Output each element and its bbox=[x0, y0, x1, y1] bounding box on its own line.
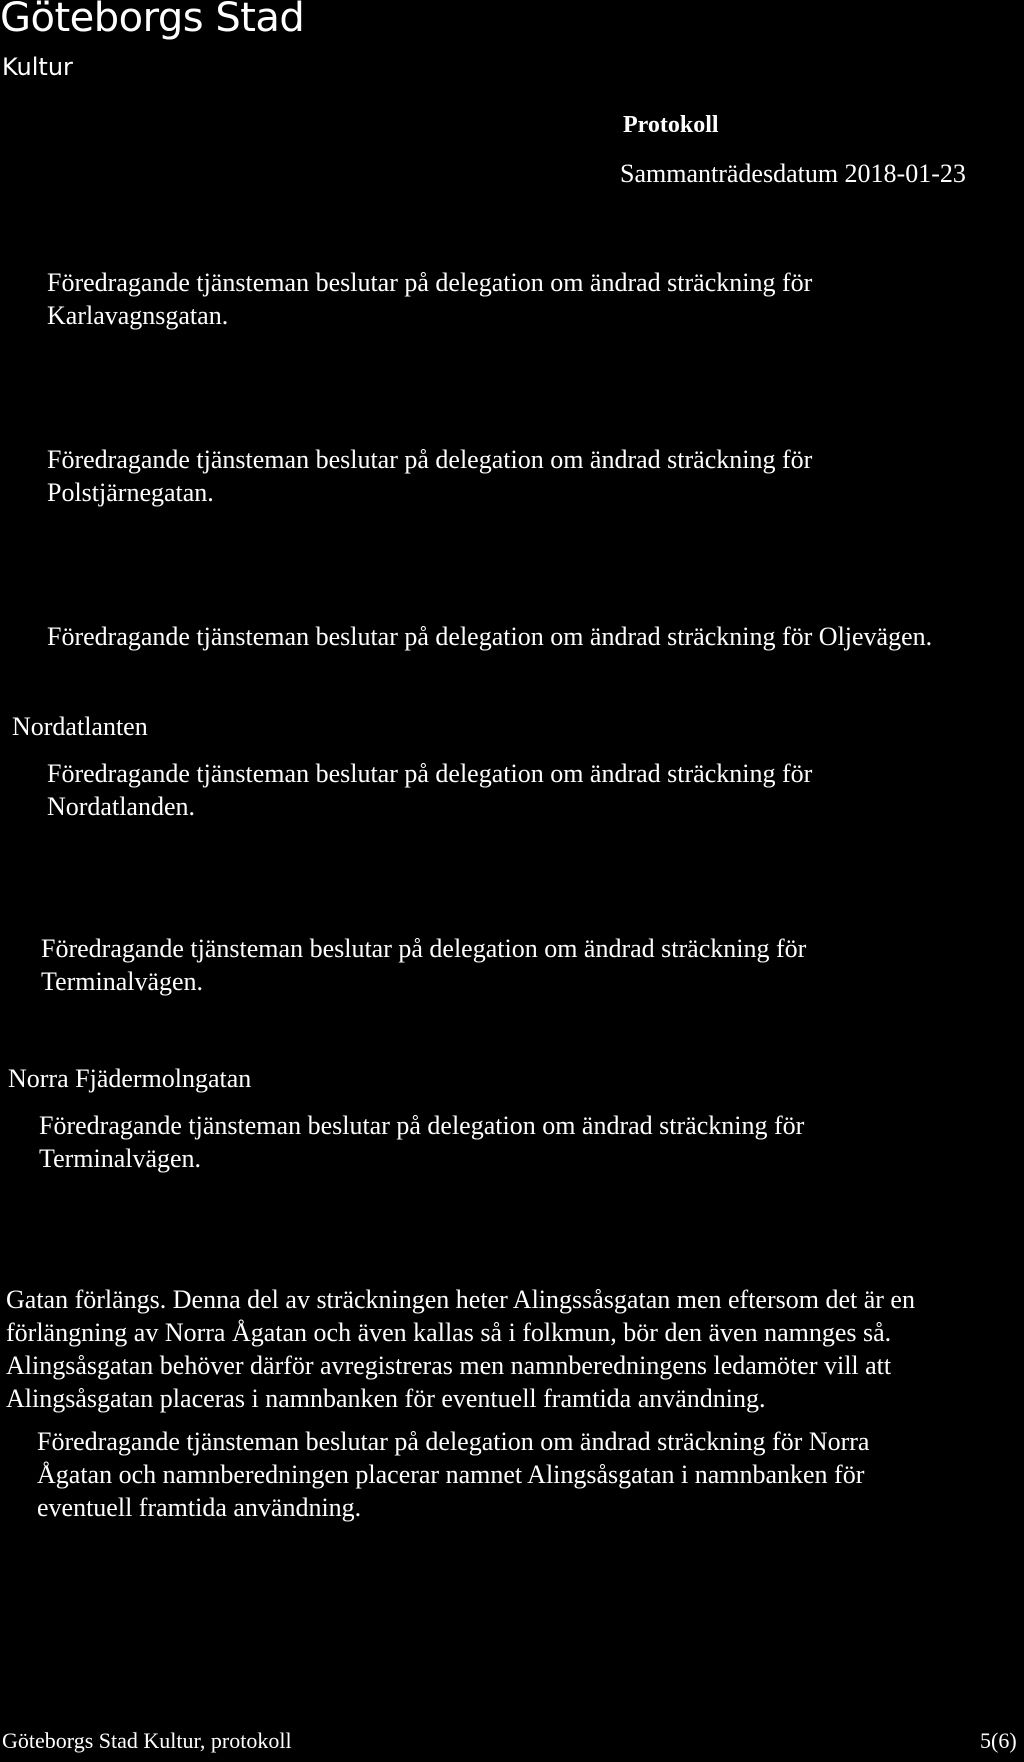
note-line: förlängning av Norra Ågatan och även kallas så i folkmun, bör den även namnges så. bbox=[6, 1318, 892, 1347]
department-name: Kultur bbox=[2, 53, 73, 81]
decision-line: Terminalvägen. bbox=[41, 967, 204, 996]
decision-line: Nordatlanden. bbox=[47, 792, 196, 821]
meeting-date: Sammanträdesdatum 2018-01-23 bbox=[620, 159, 966, 188]
decision-line: eventuell framtida användning. bbox=[37, 1493, 362, 1522]
decision-line: Föredragande tjänsteman beslutar på delegation om ändrad sträckning för bbox=[47, 445, 813, 474]
decision-paragraph bbox=[41, 932, 806, 998]
section-heading: Norra Fjädermolngatan bbox=[8, 1064, 252, 1093]
section-heading: Nordatlanten bbox=[12, 712, 148, 741]
decision-line: Ågatan och namnberedningen placerar namnet Alingsåsgatan i namnbanken för bbox=[37, 1460, 865, 1489]
decision-paragraph bbox=[39, 1109, 804, 1175]
note-line: Gatan förlängs. Denna del av sträckningen heter Alingssåsgatan men eftersom det är en bbox=[6, 1285, 915, 1314]
decision-line: Föredragande tjänsteman beslutar på delegation om ändrad sträckning för Norra bbox=[37, 1427, 870, 1456]
decision-line: Föredragande tjänsteman beslutar på delegation om ändrad sträckning för bbox=[47, 268, 813, 297]
decision-paragraph bbox=[47, 266, 812, 332]
organization-name: Göteborgs Stad bbox=[0, 0, 305, 41]
footer-title: Göteborgs Stad Kultur, protokoll bbox=[2, 1728, 292, 1753]
note-line: Alingsåsgatan placeras i namnbanken för eventuell framtida användning. bbox=[6, 1384, 766, 1413]
decision-line: Föredragande tjänsteman beslutar på delegation om ändrad sträckning för bbox=[39, 1111, 805, 1140]
decision-paragraph bbox=[47, 443, 812, 509]
decision-line: Föredragande tjänsteman beslutar på delegation om ändrad sträckning för bbox=[47, 759, 813, 788]
decision-paragraph bbox=[47, 757, 812, 823]
decision-line: Polstjärnegatan. bbox=[47, 478, 214, 507]
note-line: Alingsåsgatan behöver därför avregistreras men namnberedningens ledamöter vill att bbox=[6, 1351, 892, 1380]
page-number: 5(6) bbox=[980, 1728, 1017, 1753]
decision-line: Karlavagnsgatan. bbox=[47, 301, 229, 330]
decision-line: Terminalvägen. bbox=[39, 1144, 202, 1173]
final-decision-paragraph bbox=[37, 1425, 869, 1524]
decision-line: Föredragande tjänsteman beslutar på delegation om ändrad sträckning för Oljevägen. bbox=[47, 622, 933, 651]
decision-line: Föredragande tjänsteman beslutar på delegation om ändrad sträckning för bbox=[41, 934, 807, 963]
note-paragraph bbox=[6, 1283, 915, 1415]
decision-paragraph bbox=[47, 620, 932, 653]
document-type: Protokoll bbox=[623, 112, 719, 138]
